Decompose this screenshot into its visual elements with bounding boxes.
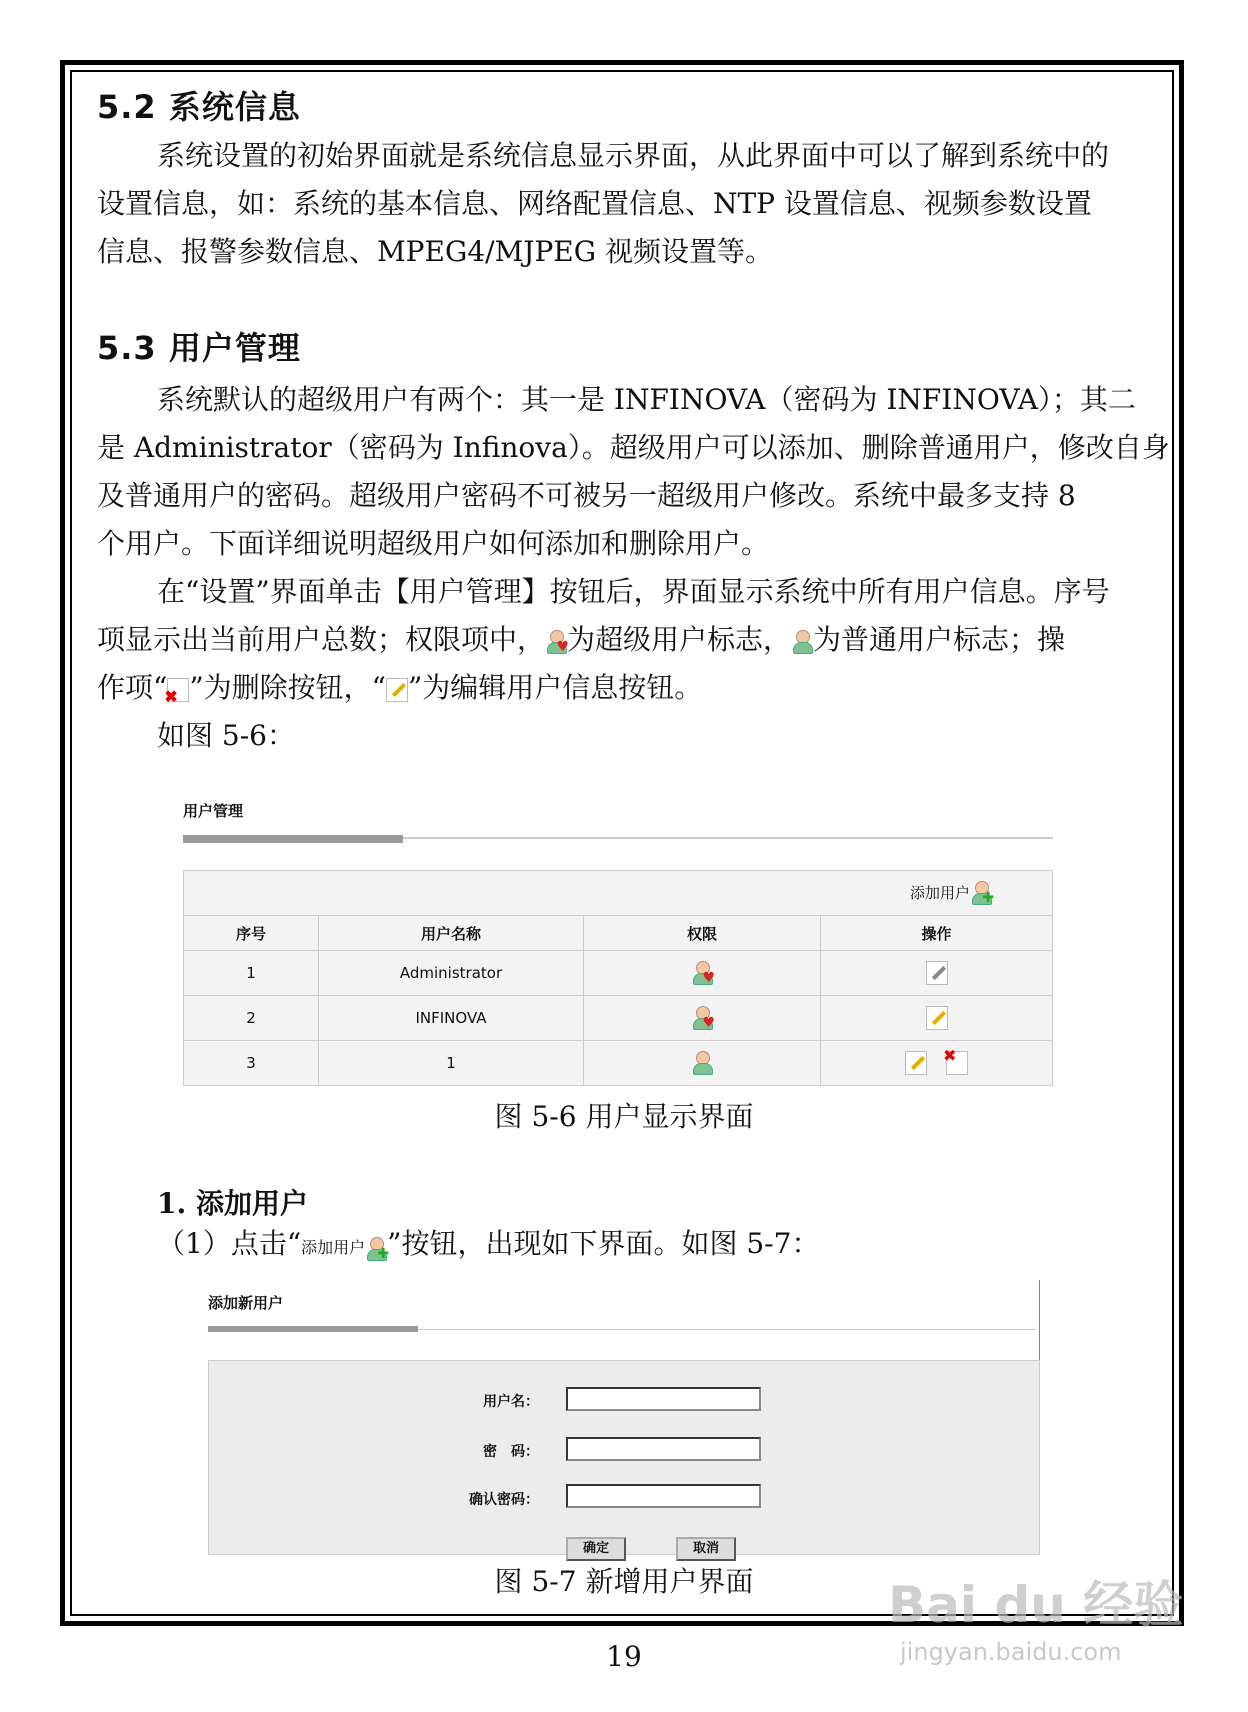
add-user-icon: ✚ xyxy=(970,881,992,905)
para-line xyxy=(97,664,1177,712)
edit-icon[interactable] xyxy=(905,1051,927,1075)
para-line xyxy=(97,616,1177,664)
text: 作项“ xyxy=(97,671,168,704)
watermark-url: jingyan.baidu.com xyxy=(900,1638,1122,1666)
cell-action xyxy=(821,951,1053,996)
divider-accent xyxy=(183,835,403,843)
username-input[interactable] xyxy=(566,1387,761,1411)
super-user-icon: ♥ xyxy=(545,630,567,654)
table-row xyxy=(184,1041,1053,1086)
cell-name: Administrator xyxy=(319,951,584,996)
table-row xyxy=(184,996,1053,1041)
section-5-3-body xyxy=(97,376,1177,760)
figure-add-user-form xyxy=(205,1280,1040,1555)
password-input[interactable] xyxy=(566,1437,761,1461)
figure-user-list xyxy=(183,800,1053,1090)
para-line: 信息、报警参数信息、MPEG4/MJPEG 视频设置等。 xyxy=(97,235,774,268)
para-line: 系统默认的超级用户有两个：其一是 INFINOVA（密码为 INFINOVA）；其二 xyxy=(157,383,1136,416)
table-row xyxy=(184,951,1053,996)
cell-role xyxy=(584,996,821,1041)
confirm-password-input[interactable] xyxy=(566,1484,761,1508)
figure-title: 添加新用户 xyxy=(208,1294,284,1312)
text: 项显示出当前用户总数；权限项中， xyxy=(97,623,546,656)
super-user-icon: ♥ xyxy=(691,961,713,985)
cell-role xyxy=(584,1041,821,1086)
text: （1）点击“ xyxy=(157,1227,302,1260)
cell-name: 1 xyxy=(319,1041,584,1086)
text: ”为编辑用户信息按钮。 xyxy=(407,671,703,704)
text: 为普通用户标志；操 xyxy=(813,623,1066,656)
para-line: 个用户。下面详细说明超级用户如何添加和删除用户。 xyxy=(97,527,770,560)
text: 添加用户 xyxy=(301,1238,366,1257)
edit-icon-disabled xyxy=(926,961,948,985)
col-header-action: 操作 xyxy=(821,916,1053,951)
para-line: 设置信息，如：系统的基本信息、网络配置信息、NTP 设置信息、视频参数设置 xyxy=(97,187,1092,220)
watermark-logo: Bai du 经验 xyxy=(888,1576,1184,1634)
col-header-name: 用户名称 xyxy=(319,916,584,951)
text: 为超级用户标志， xyxy=(567,623,792,656)
step-line xyxy=(157,1220,1157,1272)
ok-button[interactable]: 确定 xyxy=(566,1537,626,1561)
add-user-cell xyxy=(184,871,1053,916)
cell-role xyxy=(584,951,821,996)
figure-caption-5-6: 图 5-6 用户显示界面 xyxy=(494,1100,754,1133)
cell-no: 1 xyxy=(184,951,319,996)
add-user-button[interactable] xyxy=(909,883,994,906)
figure-title: 用户管理 xyxy=(183,802,244,820)
add-user-icon: ✚ xyxy=(365,1237,387,1261)
para-line: 系统设置的初始界面就是系统信息显示界面，从此界面中可以了解到系统中的 xyxy=(157,139,1110,172)
label-confirm-password: 确认密码： xyxy=(469,1492,539,1508)
cell-action xyxy=(821,1041,1053,1086)
para-line xyxy=(157,1220,1157,1272)
subheading: 1. 添加用户 xyxy=(157,1187,308,1220)
divider-accent xyxy=(208,1326,418,1332)
add-user-inline-button xyxy=(301,1238,390,1262)
delete-icon[interactable]: ✖ xyxy=(946,1051,968,1075)
section-heading-5-2: 5.2 系统信息 xyxy=(97,88,301,126)
user-table xyxy=(183,870,1053,1086)
form-panel xyxy=(208,1360,1040,1555)
label-password: 密 码： xyxy=(483,1444,539,1460)
page-number: 19 xyxy=(606,1640,642,1673)
para-line: 是 Administrator（密码为 Infinova）。超级用户可以添加、删除普通用户，修改自身 xyxy=(97,431,1170,464)
text: ”按钮，出现如下界面。如图 5-7： xyxy=(387,1227,820,1260)
edit-icon[interactable] xyxy=(926,1006,948,1030)
cell-no: 2 xyxy=(184,996,319,1041)
para-line: 及普通用户的密码。超级用户密码不可被另一超级用户修改。系统中最多支持 8 xyxy=(97,479,1076,512)
text: ”为删除按钮，“ xyxy=(189,671,386,704)
add-user-label: 添加用户 xyxy=(909,883,970,902)
cell-name: INFINOVA xyxy=(319,996,584,1041)
normal-user-icon xyxy=(691,1051,713,1075)
cell-action xyxy=(821,996,1053,1041)
col-header-no: 序号 xyxy=(184,916,319,951)
col-header-role: 权限 xyxy=(584,916,821,951)
edit-icon xyxy=(386,678,408,702)
cancel-button[interactable]: 取消 xyxy=(676,1537,736,1561)
normal-user-icon xyxy=(791,630,813,654)
para-line: 在“设置”界面单击【用户管理】按钮后，界面显示系统中所有用户信息。序号 xyxy=(157,575,1110,608)
label-username: 用户名： xyxy=(483,1394,539,1410)
section-heading-5-3: 5.3 用户管理 xyxy=(97,329,301,367)
section-5-2-body xyxy=(97,132,1177,276)
figure-caption-5-7: 图 5-7 新增用户界面 xyxy=(494,1565,754,1598)
para-line: 如图 5-6： xyxy=(157,719,295,752)
delete-icon: ✖ xyxy=(167,678,189,702)
super-user-icon: ♥ xyxy=(691,1006,713,1030)
cell-no: 3 xyxy=(184,1041,319,1086)
